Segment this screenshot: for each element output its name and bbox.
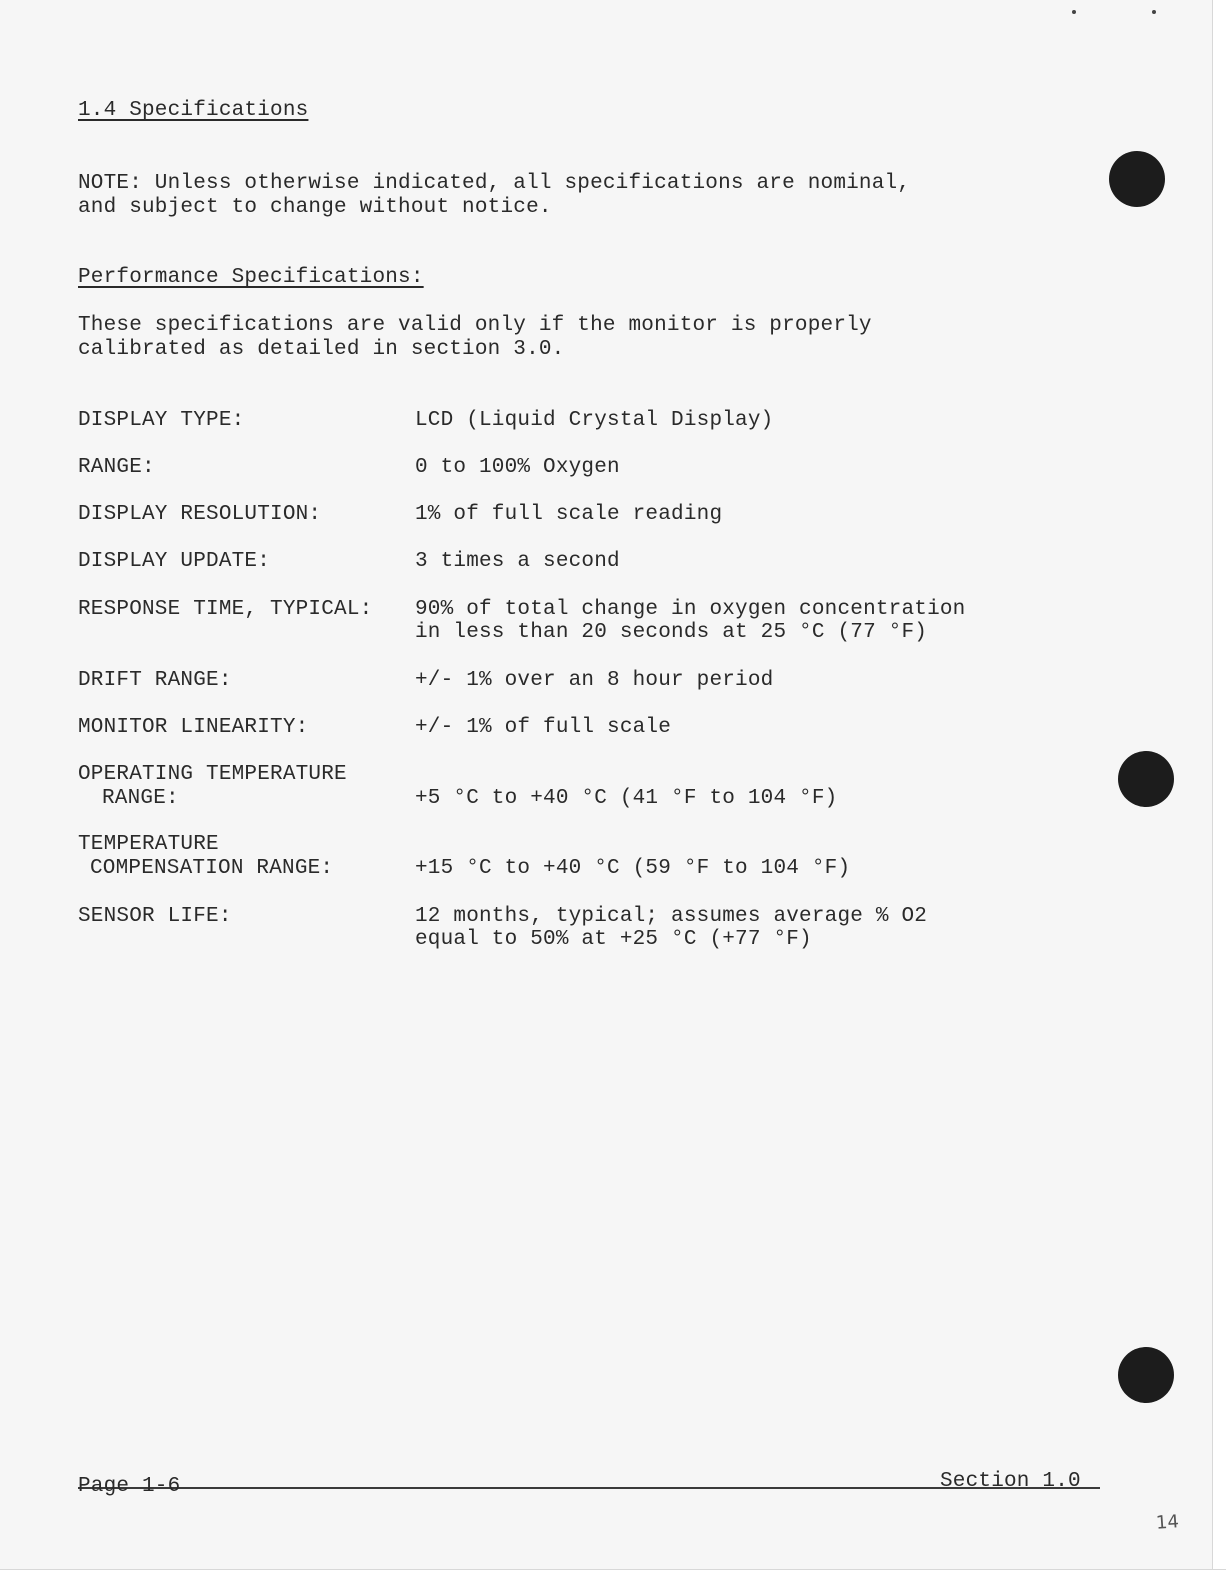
spec-value-response-time-2: in less than 20 seconds at 25 °C (77 °F) xyxy=(415,621,928,644)
note-line-2: and subject to change without notice. xyxy=(78,196,552,219)
footer-page-number: Page 1-6 xyxy=(78,1475,181,1498)
spec-value-response-time-1: 90% of total change in oxygen concentration xyxy=(415,598,966,621)
spec-label-display-resolution: DISPLAY RESOLUTION: xyxy=(78,503,322,526)
handwritten-page-number: 14 xyxy=(1155,1511,1180,1534)
spec-value-operating-temperature: +5 °C to +40 °C (41 °F to 104 °F) xyxy=(415,787,838,810)
spec-label-temperature-compensation: TEMPERATURE xyxy=(78,833,219,856)
spec-value-sensor-life-2: equal to 50% at +25 °C (+77 °F) xyxy=(415,928,812,951)
spec-label-range: RANGE: xyxy=(78,456,155,479)
footer-section: Section 1.0 xyxy=(940,1470,1081,1493)
punch-hole-top xyxy=(1109,151,1165,207)
scan-speck xyxy=(1072,10,1076,14)
spec-label-sensor-life: SENSOR LIFE: xyxy=(78,905,232,928)
spec-value-monitor-linearity: +/- 1% of full scale xyxy=(415,716,672,739)
spec-label-monitor-linearity: MONITOR LINEARITY: xyxy=(78,716,309,739)
spec-label-operating-temperature-2: RANGE: xyxy=(102,787,179,810)
spec-value-sensor-life-1: 12 months, typical; assumes average % O2 xyxy=(415,905,928,928)
punch-hole-bottom xyxy=(1118,1347,1174,1403)
spec-value-display-update: 3 times a second xyxy=(415,550,620,573)
intro-line-1: These specifications are valid only if the monitor is properly xyxy=(78,314,872,337)
intro-line-2: calibrated as detailed in section 3.0. xyxy=(78,338,565,361)
scan-edge-right xyxy=(1212,0,1226,1584)
spec-value-range: 0 to 100% Oxygen xyxy=(415,456,620,479)
scan-speck xyxy=(1152,10,1156,14)
spec-label-response-time: RESPONSE TIME, TYPICAL: xyxy=(78,598,373,621)
spec-value-display-resolution: 1% of full scale reading xyxy=(415,503,723,526)
spec-label-display-update: DISPLAY UPDATE: xyxy=(78,550,271,573)
spec-label-operating-temperature: OPERATING TEMPERATURE xyxy=(78,763,347,786)
spec-label-temperature-compensation-2: COMPENSATION RANGE: xyxy=(90,857,334,880)
spec-value-temperature-compensation: +15 °C to +40 °C (59 °F to 104 °F) xyxy=(415,857,851,880)
spec-value-display-type: LCD (Liquid Crystal Display) xyxy=(415,409,774,432)
section-heading: 1.4 Specifications xyxy=(78,99,309,122)
spec-label-drift-range: DRIFT RANGE: xyxy=(78,669,232,692)
scan-edge-bottom xyxy=(0,1569,1226,1585)
spec-value-drift-range: +/- 1% over an 8 hour period xyxy=(415,669,774,692)
performance-heading: Performance Specifications: xyxy=(78,266,424,289)
note-line-1: NOTE: Unless otherwise indicated, all specifications are nominal, xyxy=(78,172,911,195)
punch-hole-middle xyxy=(1118,751,1174,807)
spec-label-display-type: DISPLAY TYPE: xyxy=(78,409,245,432)
